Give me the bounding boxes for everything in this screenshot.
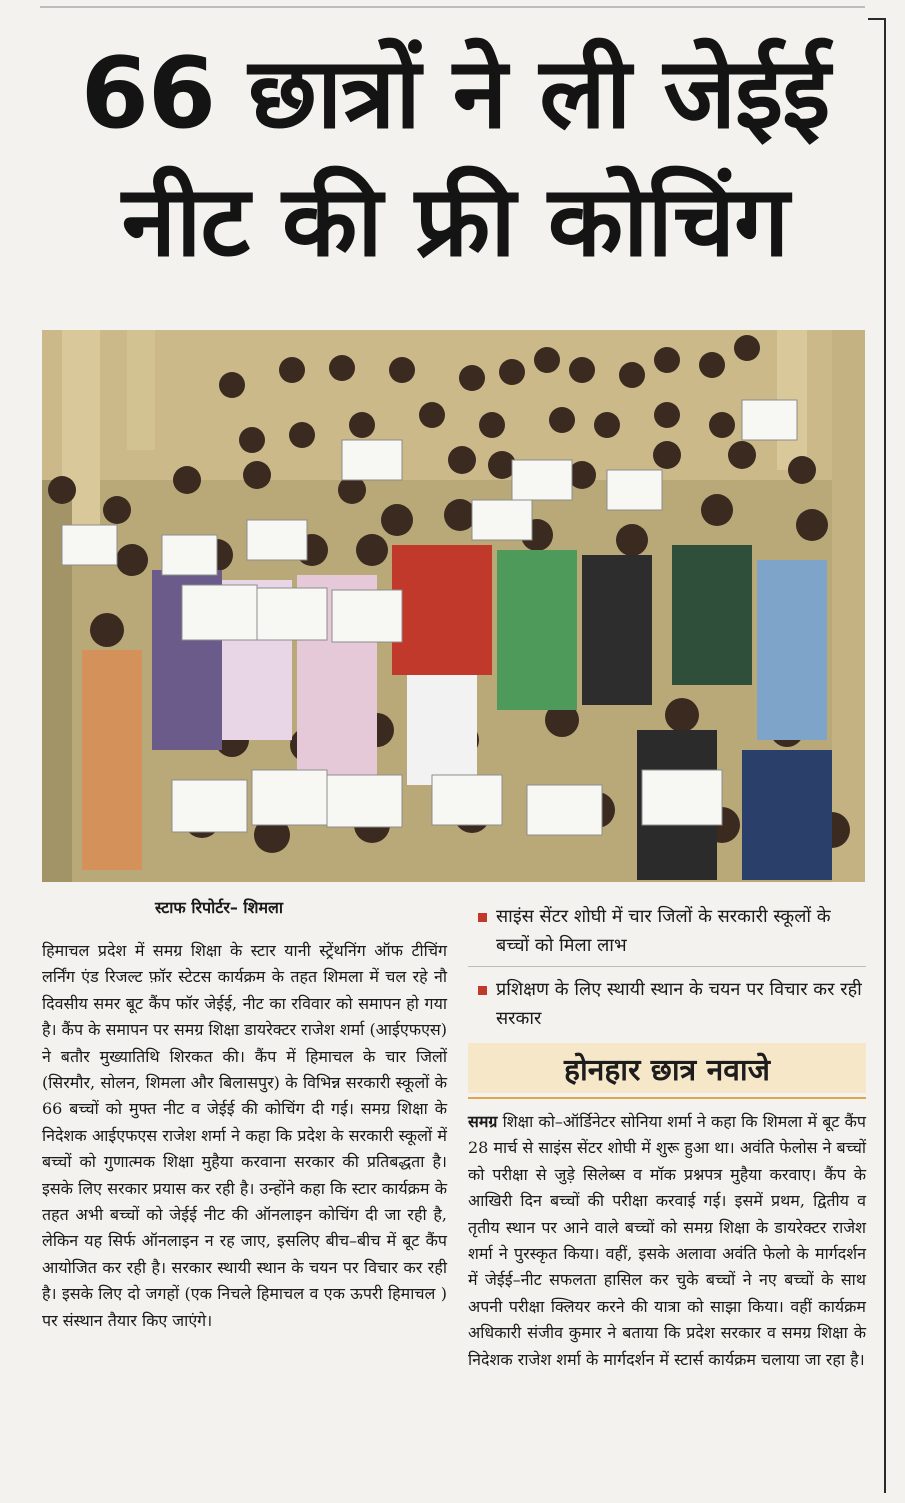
article-body-left [42, 938, 447, 1334]
subhead-rule [468, 1097, 866, 1099]
group-photo [42, 330, 865, 882]
article-paragraph: शिक्षा को–ऑर्डिनेटर सोनिया शर्मा ने कहा कि शिमला में बूट कैंप 28 मार्च से साइंस सेंटर शोघी में शुरू हुआ था। अवंति फेलोस ने बच्चों को परीक्षा से जुड़े सिलेब्स व मॉक प्रश्नपत्र मुहैया करवाए। कैंप के आखिरी दिन बच्चों की परीक्षा करवाई गई। इसमें प्रथम, द्वितीय व तृतीय स्थान पर आने वाले बच्चों को समग्र शिक्षा के डायरेक्टर राजेश शर्मा ने पुरस्कृत किया। वहीं, इसके अलावा अवंति फेलो के मार्गदर्शन में जेईई–नीट सफलता हासिल कर चुके बच्चों ने नए बच्चों के साथ अपनी परीक्षा क्लियर करने की यात्रा को साझा किया। वहीं कार्यक्रम अधिकारी संजीव कुमार ने बताया कि प्रदेश सरकार व समग्र शिक्षा के निदेशक राजेश शर्मा के मार्गदर्शन में स्टार्स कार्यक्रम चलाया जा रहा है। [468, 1112, 866, 1369]
headline [40, 30, 870, 286]
top-rule [40, 6, 865, 8]
right-column-rule [884, 18, 886, 1493]
highlight-bullet [468, 902, 866, 960]
group-photo-illustration [42, 330, 865, 882]
bullet-square-icon [478, 913, 487, 922]
highlight-bullet [468, 975, 866, 1033]
bullet-square-icon [478, 986, 487, 995]
article-body-right [468, 1109, 866, 1373]
headline-line-1: 66 छात्रों ने ली जेईई [80, 37, 830, 151]
lead-word: समग्र [468, 1112, 498, 1131]
highlight-bullet-text: साइंस सेंटर शोघी में चार जिलों के सरकारी स्कूलों के बच्चों को मिला लाभ [496, 906, 831, 956]
bullet-divider [468, 966, 866, 967]
subhead [468, 1043, 866, 1093]
article-right-column [468, 902, 866, 1373]
highlight-bullet-text: प्रशिक्षण के लिए स्थायी स्थान के चयन पर विचार कर रही सरकार [496, 979, 862, 1029]
byline: स्टाफ रिपोर्टर– शिमला [155, 898, 284, 917]
headline-line-2: नीट की फ्री कोचिंग [121, 165, 789, 279]
article-paragraph: हिमाचल प्रदेश में समग्र शिक्षा के स्टार यानी स्ट्रेंथनिंग ऑफ टीचिंग लर्निंग एंड रिजल्ट फ़ॉर स्टेटस कार्यक्रम के तहत शिमला में चल रहे नौ दिवसीय समर बूट कैंप फॉर जेईई, नीट का रविवार को समापन हो गया है। कैंप के समापन पर समग्र शिक्षा डायरेक्टर राजेश शर्मा (आईएफएस) ने बतौर मुख्यातिथि शिरकत की। कैंप में हिमाचल के चार जिलों (सिरमौर, सोलन, शिमला और बिलासपुर) के विभिन्न सरकारी स्कूलों के 66 बच्चों को मुफ्त नीट व जेईई की कोचिंग दी गई। समग्र शिक्षा के निदेशक आईएफएस राजेश शर्मा ने कहा कि प्रदेश के सरकारी स्कूलों में बच्चों को गुणात्मक शिक्षा मुहैया करवाना सरकार की प्रतिबद्धता है। इसके लिए सरकार प्रयास कर रही है। उन्होंने कहा कि स्टार कार्यक्रम के तहत अभी बच्चों को जेईई नीट की ऑनलाइन कोचिंग दी जा रही है, लेकिन यह सिर्फ ऑनलाइन न रह जाए, इसलिए बीच–बीच में बूट कैंप आयोजित कर रही है। सरकार स्थायी स्थान के चयन पर विचार कर रही है। इसके लिए दो जगहों (एक निचले हिमाचल व एक ऊपरी हिमाचल ) पर संस्थान तैयार किए जाएंगे। [42, 941, 447, 1330]
subhead-text: होनहार छात्र नवाजे [564, 1052, 770, 1088]
